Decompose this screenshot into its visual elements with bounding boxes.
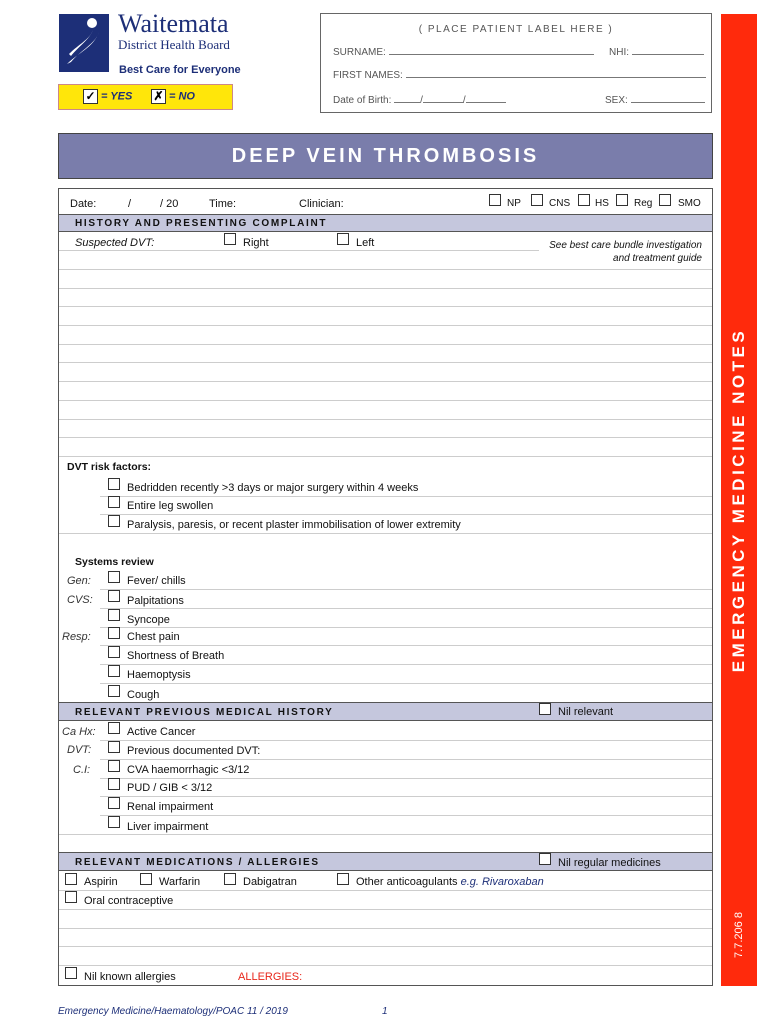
role-cns-checkbox[interactable] — [531, 194, 543, 206]
risk-leg-swollen-checkbox[interactable] — [108, 496, 120, 508]
other-anticoag-checkbox[interactable] — [337, 873, 349, 885]
surname-field[interactable]: SURNAME: — [333, 45, 594, 58]
risk-factors-heading: DVT risk factors: — [67, 461, 152, 473]
cough-checkbox[interactable] — [108, 685, 120, 697]
haemoptysis-checkbox[interactable] — [108, 665, 120, 677]
risk-leg-swollen-label: Entire leg swollen — [127, 500, 214, 512]
fever-checkbox[interactable] — [108, 571, 120, 583]
resp-label: Resp: — [62, 631, 91, 643]
haemoptysis-label: Haemoptysis — [127, 669, 191, 681]
right-leg-checkbox[interactable] — [224, 233, 236, 245]
sob-label: Shortness of Breath — [127, 650, 225, 662]
dabigatran-label: Dabigatran — [243, 876, 297, 888]
role-cns-label: CNS — [549, 198, 571, 209]
chest-pain-checkbox[interactable] — [108, 627, 120, 639]
meds-nil-label: Nil regular medicines — [558, 857, 661, 869]
active-cancer-checkbox[interactable] — [108, 722, 120, 734]
palpitations-checkbox[interactable] — [108, 590, 120, 602]
date-year: / 20 — [160, 198, 179, 210]
role-smo-label: SMO — [678, 198, 701, 209]
risk-bedridden-label: Bedridden recently >3 days or major surgery within 4 weeks — [127, 482, 419, 494]
pmh-heading: RELEVANT PREVIOUS MEDICAL HISTORY — [59, 702, 712, 721]
systems-review-heading: Systems review — [75, 556, 154, 568]
date-label[interactable]: Date: — [70, 198, 97, 210]
other-anticoag-label: Other anticoagulants e.g. Rivaroxaban — [356, 876, 544, 888]
side-label: EMERGENCY MEDICINE NOTES — [729, 327, 748, 673]
pud-checkbox[interactable] — [108, 778, 120, 790]
prev-dvt-checkbox[interactable] — [108, 741, 120, 753]
clinician-label[interactable]: Clinician: — [299, 198, 344, 210]
first-names-field[interactable]: FIRST NAMES: — [333, 68, 706, 81]
left-leg-checkbox[interactable] — [337, 233, 349, 245]
dvt-hx-label: DVT: — [67, 744, 92, 756]
cvs-label: CVS: — [67, 594, 93, 606]
aspirin-label: Aspirin — [84, 876, 118, 888]
patient-label-box — [320, 13, 712, 113]
form-code: 7.7.206 8 — [733, 912, 745, 958]
date-slash: / — [128, 198, 132, 210]
renal-label: Renal impairment — [127, 801, 214, 813]
oral-contraceptive-checkbox[interactable] — [65, 891, 77, 903]
role-np-label: NP — [507, 198, 521, 209]
active-cancer-label: Active Cancer — [127, 726, 196, 738]
nka-checkbox[interactable] — [65, 967, 77, 979]
palpitations-label: Palpitations — [127, 595, 184, 607]
nka-label: Nil known allergies — [84, 971, 176, 983]
cva-checkbox[interactable] — [108, 760, 120, 772]
footer-source: Emergency Medicine/Haematology/POAC 11 / 2019 — [58, 1006, 288, 1017]
role-reg-checkbox[interactable] — [616, 194, 628, 206]
history-heading: HISTORY AND PRESENTING COMPLAINT — [59, 214, 712, 232]
renal-checkbox[interactable] — [108, 797, 120, 809]
warfarin-label: Warfarin — [159, 876, 201, 888]
legend-yes: ✓ = YES — [83, 89, 132, 104]
risk-paralysis-label: Paralysis, paresis, or recent plaster immobilisation of lower extremity — [127, 519, 461, 531]
patient-label-heading: ( PLACE PATIENT LABEL HERE ) — [418, 24, 614, 35]
right-leg-label: Right — [243, 237, 269, 249]
logo-subtitle: District Health Board — [118, 37, 230, 52]
fever-label: Fever/ chills — [127, 575, 186, 587]
page-title: DEEP VEIN THROMBOSIS — [58, 133, 713, 179]
ca-hx-label: Ca Hx: — [62, 726, 96, 738]
pmh-nil-label: Nil relevant — [558, 706, 614, 718]
legend-no: ✗ = NO — [151, 89, 195, 104]
oral-contraceptive-label: Oral contraceptive — [84, 895, 174, 907]
care-bundle-note-1: See best care bundle investigation — [549, 240, 702, 251]
role-smo-checkbox[interactable] — [659, 194, 671, 206]
dob-field[interactable]: Date of Birth: / / — [333, 93, 506, 106]
ci-label: C.I: — [73, 764, 91, 776]
check-icon: ✓ — [83, 89, 98, 104]
sex-field[interactable]: SEX: — [605, 93, 705, 106]
sob-checkbox[interactable] — [108, 646, 120, 658]
role-hs-label: HS — [595, 198, 609, 209]
cva-label: CVA haemorrhagic <3/12 — [127, 764, 250, 776]
yes-no-legend — [58, 84, 233, 110]
allergies-label[interactable]: ALLERGIES: — [238, 971, 303, 983]
role-hs-checkbox[interactable] — [578, 194, 590, 206]
meds-nil-checkbox[interactable] — [539, 853, 551, 865]
pmh-nil-checkbox[interactable] — [539, 703, 551, 715]
dabigatran-checkbox[interactable] — [224, 873, 236, 885]
left-leg-label: Left — [356, 237, 375, 249]
aspirin-checkbox[interactable] — [65, 873, 77, 885]
gen-label: Gen: — [67, 575, 91, 587]
role-reg-label: Reg — [634, 198, 653, 209]
logo-title: Waitemata — [118, 9, 229, 38]
logo-tagline: Best Care for Everyone — [119, 64, 241, 76]
risk-bedridden-checkbox[interactable] — [108, 478, 120, 490]
suspected-dvt-label: Suspected DVT: — [75, 237, 155, 249]
syncope-checkbox[interactable] — [108, 609, 120, 621]
warfarin-checkbox[interactable] — [140, 873, 152, 885]
cross-icon: ✗ — [151, 89, 166, 104]
logo-icon — [59, 14, 109, 72]
role-np-checkbox[interactable] — [489, 194, 501, 206]
liver-label: Liver impairment — [127, 821, 209, 833]
liver-checkbox[interactable] — [108, 816, 120, 828]
risk-paralysis-checkbox[interactable] — [108, 515, 120, 527]
care-bundle-note-2: and treatment guide — [613, 253, 702, 264]
syncope-label: Syncope — [127, 614, 170, 626]
time-label[interactable]: Time: — [209, 198, 237, 210]
pud-label: PUD / GIB < 3/12 — [127, 782, 213, 794]
meds-heading: RELEVANT MEDICATIONS / ALLERGIES — [59, 852, 712, 871]
page-number: 1 — [382, 1006, 388, 1017]
cough-label: Cough — [127, 689, 160, 701]
nhi-field[interactable]: NHI: — [609, 45, 704, 58]
prev-dvt-label: Previous documented DVT: — [127, 745, 261, 757]
chest-pain-label: Chest pain — [127, 631, 180, 643]
